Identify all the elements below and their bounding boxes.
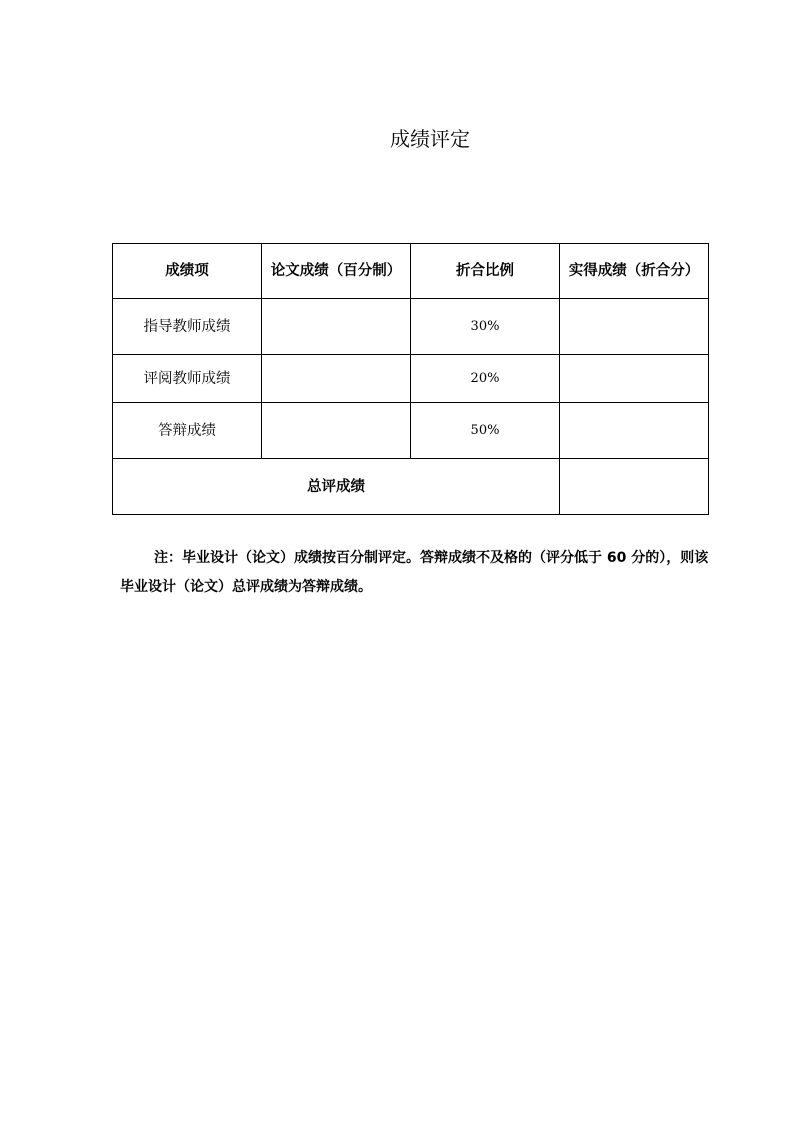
header-item: 成绩项 — [113, 244, 262, 299]
row-result — [560, 355, 709, 403]
page-title: 成绩评定 — [390, 127, 470, 151]
row-score — [262, 355, 411, 403]
table-total-row — [113, 459, 709, 515]
row-ratio: 30% — [411, 299, 560, 355]
row-score — [262, 299, 411, 355]
row-ratio: 20% — [411, 355, 560, 403]
header-result: 实得成绩（折合分） — [560, 244, 709, 299]
note-paragraph: 注：毕业设计（论文）成绩按百分制评定。答辩成绩不及格的（评分低于 60 分的），则该毕业设计（论文）总评成绩为答辩成绩。 — [120, 550, 709, 595]
table-row — [113, 299, 709, 355]
row-item: 答辩成绩 — [113, 403, 262, 459]
table-header-row — [113, 244, 709, 299]
row-result — [560, 403, 709, 459]
header-score: 论文成绩（百分制） — [262, 244, 411, 299]
row-result — [560, 299, 709, 355]
grade-table — [112, 243, 709, 515]
row-item: 评阅教师成绩 — [113, 355, 262, 403]
total-value — [560, 459, 709, 515]
table-row — [113, 355, 709, 403]
row-score — [262, 403, 411, 459]
row-item: 指导教师成绩 — [113, 299, 262, 355]
total-label: 总评成绩 — [113, 459, 560, 515]
header-ratio: 折合比例 — [411, 244, 560, 299]
table-row — [113, 403, 709, 459]
row-ratio: 50% — [411, 403, 560, 459]
